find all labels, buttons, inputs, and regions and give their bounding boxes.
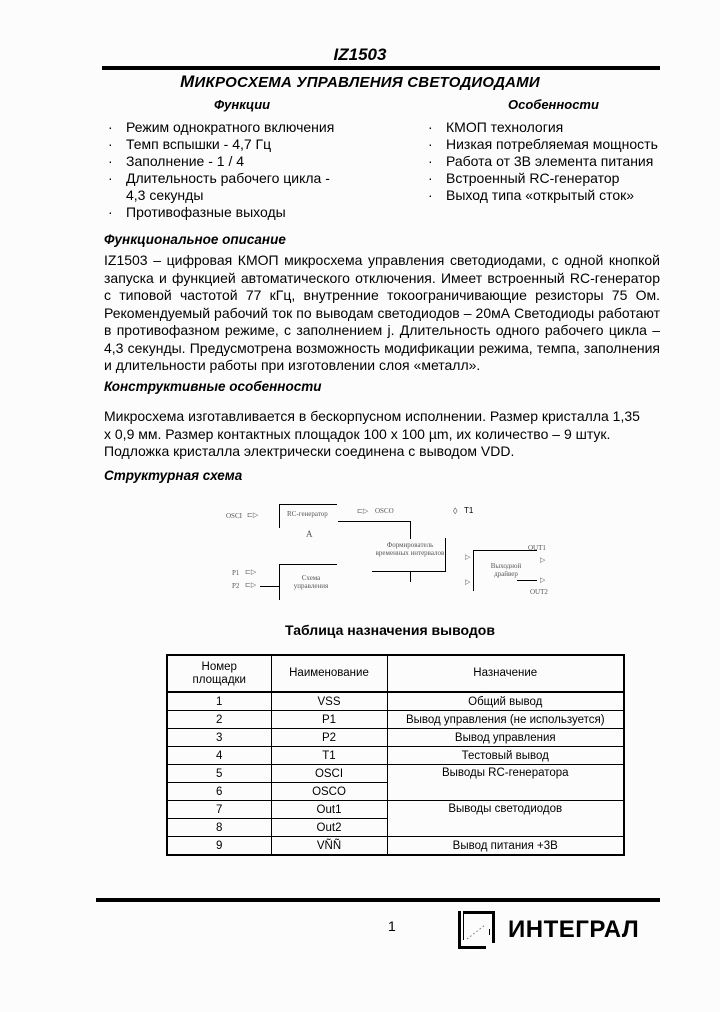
table-row: [167, 765, 624, 783]
table-row: [167, 711, 624, 729]
pin-name: VSS: [271, 692, 387, 711]
brand-name: ИНТЕГРАЛ: [508, 916, 640, 943]
subtitle-rest: ИКРОСХЕМА УПРАВЛЕНИЯ СВЕТОДИОДАМИ: [194, 74, 540, 91]
pin-label-p2: P2: [232, 582, 240, 590]
output-driver-label: Выходной драйвер: [490, 562, 522, 578]
former-up-wire: [410, 572, 411, 582]
pin-number: 2: [167, 711, 271, 729]
functions-heading: Функции: [214, 97, 271, 112]
functions-list: [104, 119, 364, 221]
pin-purpose: Тестовый вывод: [387, 747, 624, 765]
pin-purpose: Вывод питания +3В: [387, 837, 624, 856]
osco-arrow-icon: ⊏▷: [357, 507, 369, 515]
p2-wire: [260, 586, 279, 587]
table-row: [167, 692, 624, 711]
driver-input-arrow-icon: ▷: [465, 578, 471, 586]
list-item: · Встроенный RC-генератор: [424, 170, 674, 187]
pin-purpose: Вывод управления: [387, 729, 624, 747]
column-header-number: Номер площадки: [167, 655, 271, 692]
out2-wire: [517, 580, 537, 581]
header-rule: [102, 66, 660, 70]
pin-purpose: Выводы RC-генератора: [387, 765, 624, 801]
control-block-top: [279, 564, 337, 565]
list-item: · Длительность рабочего цикла - 4,3 секунды: [104, 170, 348, 204]
table-row: [167, 729, 624, 747]
control-block-left: [279, 564, 280, 600]
list-item: · Заполнение - 1 / 4: [104, 153, 364, 170]
pin-table-title: Таблица назначения выводов: [285, 622, 495, 638]
timing-former-block-bottom: [372, 571, 446, 572]
column-header-purpose: Назначение: [387, 655, 624, 692]
rc-to-former-drop: [410, 521, 411, 539]
input-arrow-icon: ⊏▷: [247, 511, 259, 519]
pin-purpose: Вывод управления (не используется): [387, 711, 624, 729]
block-diagram: [220, 498, 580, 603]
footer-rule: [96, 898, 660, 902]
pin-name: P2: [271, 729, 387, 747]
control-circuit-label: Схема управления: [293, 574, 329, 590]
list-item: · Темп вспышки - 4,7 Гц: [104, 136, 364, 153]
pin-name: T1: [271, 747, 387, 765]
pin-label-out1: OUT1: [528, 544, 546, 552]
rc-to-former-wire: [338, 521, 410, 522]
timing-former-block-right: [445, 538, 446, 572]
pin-number: 7: [167, 801, 271, 819]
pin-label-p1: P1: [232, 569, 240, 577]
document-title: IZ1503: [333, 45, 387, 64]
subtitle-initial: М: [180, 72, 195, 91]
pin-name: OSCO: [271, 783, 387, 801]
list-item: · Выход типа «открытый сток»: [424, 187, 674, 204]
pin-name: Out2: [271, 819, 387, 837]
pin-number: 3: [167, 729, 271, 747]
list-item: · Режим однократного включения: [104, 119, 364, 136]
driver-input-arrow-icon: ▷: [465, 553, 471, 561]
pin-number: 8: [167, 819, 271, 837]
p2-arrow-icon: ⊏▷: [245, 581, 257, 589]
rc-generator-block-left: [279, 504, 280, 528]
pin-number: 5: [167, 765, 271, 783]
table-header-row: [167, 655, 624, 692]
functional-description-text: IZ1503 – цифровая КМОП микросхема управления светодиодами, с одной кнопкой запуска и функцией автоматического отключения. Имеет встроенный RC-генератор с типовой частотой 77 кГц, внутренние токоограничивающие резисторы 75 Ом. Рекомендуемый рабочий ток по выводам светодиодов – 20мА Светодиоды работают в противофазном режиме, с заполнением j. Длительность одного рабочего цикла – 4,3 секунды. Предусмотрена возможность модификации режима, темпа, заполнения и длительности работы при изготовлении слоя «металл».: [104, 252, 660, 373]
pin-label-osco: OSCO: [375, 507, 394, 515]
pin-purpose: Выводы светодиодов: [387, 801, 624, 837]
design-features-text: Микросхема изготавливается в бескорпусном исполнении. Размер кристалла 1,35 х 0,9 мм. Размер контактных площадок 100 х 100 µm, их количество – 9 штук. Подложка кристалла электрически соединена с выводом VDD.: [104, 408, 640, 459]
pin-label-t1: T1: [464, 506, 474, 515]
pin-table: [166, 654, 625, 856]
design-features-heading: Конструктивные особенности: [104, 379, 322, 394]
driver-block-left: [473, 550, 474, 591]
page-number: 1: [388, 918, 396, 934]
out2-arrow-icon: ▷: [540, 576, 546, 584]
out1-arrow-icon: ▷: [540, 556, 546, 564]
test-pin-icon: ◊: [453, 506, 458, 516]
pin-number: 1: [167, 692, 271, 711]
list-item: · Работа от 3В элемента питания: [424, 153, 674, 170]
pin-purpose: Общий вывод: [387, 692, 624, 711]
features-list: [424, 119, 674, 204]
p1-arrow-icon: ⊏▷: [245, 568, 257, 576]
column-header-name: Наименование: [271, 655, 387, 692]
pin-number: 4: [167, 747, 271, 765]
rc-generator-block-top: [279, 504, 337, 505]
table-row: [167, 837, 624, 856]
pin-name: OSCI: [271, 765, 387, 783]
rc-generator-label: RC-генератор: [287, 510, 328, 518]
timing-former-label: Формирователь временных интервалов: [375, 541, 445, 557]
list-item: · Противофазные выходы: [104, 204, 364, 221]
pin-name: Out1: [271, 801, 387, 819]
list-item: · Низкая потребляемая мощность: [424, 136, 674, 153]
integral-logo-icon: [458, 911, 498, 949]
features-heading: Особенности: [508, 97, 599, 112]
block-diagram-heading: Структурная схема: [104, 468, 243, 483]
pin-number: 9: [167, 837, 271, 856]
pin-label-osci: OSCI: [226, 512, 242, 520]
pin-name: VÑÑ: [271, 837, 387, 856]
pin-label-out2: OUT2: [530, 588, 548, 596]
document-subtitle: [0, 72, 720, 92]
table-row: [167, 801, 624, 819]
table-row: [167, 747, 624, 765]
marker-a: A: [306, 529, 313, 539]
functional-description-heading: Функциональное описание: [104, 232, 286, 247]
pin-name: P1: [271, 711, 387, 729]
list-item: · КМОП технология: [424, 119, 674, 136]
pin-number: 6: [167, 783, 271, 801]
